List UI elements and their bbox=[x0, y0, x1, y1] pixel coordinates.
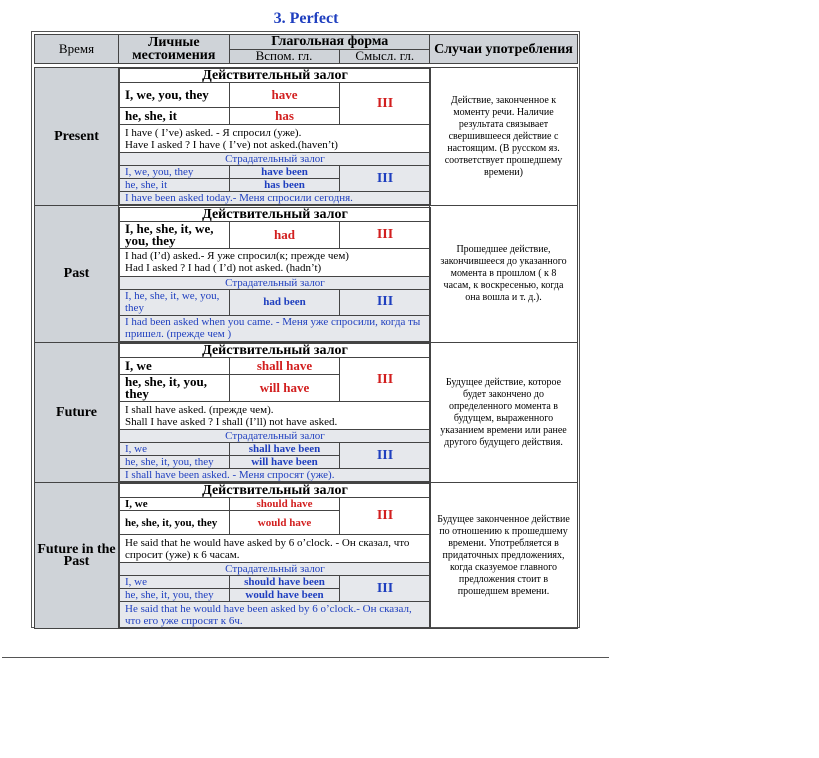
pronoun: he, she, it, you, they bbox=[120, 589, 230, 602]
aux-verb: had been bbox=[230, 289, 340, 315]
header-pronouns: Личные местоимения bbox=[119, 35, 229, 63]
tense-past: Past bbox=[35, 206, 119, 343]
passive-voice-label: Страдательный залог bbox=[120, 563, 431, 576]
pronoun: he, she, it, you, they bbox=[120, 456, 230, 469]
participle: III bbox=[340, 576, 431, 602]
aux-verb: should have bbox=[230, 498, 340, 511]
example: He said that he would have asked by 6 o’clock. - Он сказал, что спросит (уже) к 6 часам. bbox=[120, 535, 431, 563]
pronoun: I, we, you, they bbox=[120, 166, 230, 179]
participle: III bbox=[340, 166, 431, 192]
past-section bbox=[119, 207, 431, 342]
pronoun: he, she, it, you, they bbox=[120, 375, 230, 402]
aux-verb: shall have bbox=[230, 358, 340, 375]
aux-verb: would have bbox=[230, 511, 340, 535]
aux-verb: shall have been bbox=[230, 443, 340, 456]
pronoun: I, we bbox=[120, 498, 230, 511]
active-voice-label: Действительный залог bbox=[120, 344, 431, 358]
usage-future-in-the-past: Будущее законченное действие по отношению к прошедшему времени. Употребляется в придаточных предложениях, когда сказуемое главного предложения стоит в прошедшем времени. bbox=[430, 483, 578, 629]
example: I shall have asked. (прежде чем). bbox=[125, 403, 274, 416]
participle: III bbox=[340, 498, 431, 535]
example: Shall I have asked ? I shall (I’ll) not have asked. bbox=[125, 415, 338, 428]
participle: III bbox=[340, 221, 431, 248]
aux-verb: has bbox=[230, 108, 340, 125]
usage-past: Прошедшее действие, закончившееся до указанного момента в прошлом ( к 8 часам, к воскресенью, когда она вошла и т. д.). bbox=[430, 206, 578, 343]
tense-present: Present bbox=[35, 68, 119, 206]
pronoun: I, we bbox=[120, 576, 230, 589]
present-section bbox=[119, 68, 431, 205]
participle: III bbox=[340, 289, 431, 315]
example: He said that he would have been asked by 6 o’clock.- Он сказал, что его уже спросят к 6ч. bbox=[120, 602, 431, 628]
pronoun: he, she, it, you, they bbox=[120, 511, 230, 535]
active-voice-label: Действительный залог bbox=[120, 69, 431, 83]
example: I had (I’d) asked.- Я уже спросил(к; прежде чем) bbox=[125, 250, 349, 262]
header-aux: Вспом. гл. bbox=[229, 49, 339, 63]
pronoun: I, we, you, they bbox=[120, 83, 230, 108]
horizontal-rule bbox=[2, 657, 609, 658]
passive-voice-label: Страдательный залог bbox=[120, 276, 431, 289]
aux-verb: will have been bbox=[230, 456, 340, 469]
active-voice-label: Действительный залог bbox=[120, 484, 431, 498]
example: Have I asked ? I have ( I’ve) not asked.(haven’t) bbox=[125, 138, 338, 151]
passive-voice-label: Страдательный залог bbox=[120, 430, 431, 443]
perfect-table bbox=[31, 31, 580, 628]
future-section bbox=[119, 343, 431, 482]
future-in-the-past-section bbox=[119, 483, 431, 628]
header-main: Смысл. гл. bbox=[339, 49, 430, 63]
example: I have been asked today.- Меня спросили сегодня. bbox=[120, 192, 431, 205]
example: I have ( I’ve) asked. - Я спросил (уже). bbox=[125, 126, 302, 139]
header-verb-form: Глагольная форма bbox=[229, 35, 430, 49]
aux-verb: have been bbox=[230, 166, 340, 179]
header-usage: Случаи употребления bbox=[430, 35, 578, 64]
pronoun: I, we bbox=[120, 443, 230, 456]
tense-future-in-the-past: Future in the Past bbox=[35, 483, 119, 629]
header-time: Время bbox=[35, 35, 119, 64]
participle: III bbox=[340, 443, 431, 469]
tense-future: Future bbox=[35, 343, 119, 483]
example: I shall have been asked. - Меня спросят (уже). bbox=[120, 469, 431, 482]
pronoun: he, she, it bbox=[120, 108, 230, 125]
page-title: 3. Perfect bbox=[273, 10, 339, 27]
pronoun: he, she, it bbox=[120, 179, 230, 192]
example: I had been asked when you came. - Меня уже спросили, когда ты пришел. (прежде чем ) bbox=[120, 315, 431, 341]
pronoun: I, he, she, it, we, you, they bbox=[120, 289, 230, 315]
aux-verb: has been bbox=[230, 179, 340, 192]
aux-verb: will have bbox=[230, 375, 340, 402]
aux-verb: have bbox=[230, 83, 340, 108]
aux-verb: had bbox=[230, 221, 340, 248]
usage-present: Действие, законченное к моменту речи. Наличие результата связывает свершившееся действие с настоящим. (В русском яз. соответствует прошедшему времени) bbox=[430, 68, 578, 206]
pronoun: I, we bbox=[120, 358, 230, 375]
active-voice-label: Действительный залог bbox=[120, 207, 431, 221]
aux-verb: would have been bbox=[230, 589, 340, 602]
passive-voice-label: Страдательный залог bbox=[120, 153, 431, 166]
aux-verb: should have been bbox=[230, 576, 340, 589]
usage-future: Будущее действие, которое будет закончено до определенного момента в будущем, выраженного указанием времени или ранее другого будущего действия. bbox=[430, 343, 578, 483]
pronoun: I, he, she, it, we, you, they bbox=[120, 221, 230, 248]
example: Had I asked ? I had ( I’d) not asked. (hadn’t) bbox=[125, 262, 322, 274]
participle: III bbox=[340, 358, 431, 402]
participle: III bbox=[340, 83, 431, 125]
